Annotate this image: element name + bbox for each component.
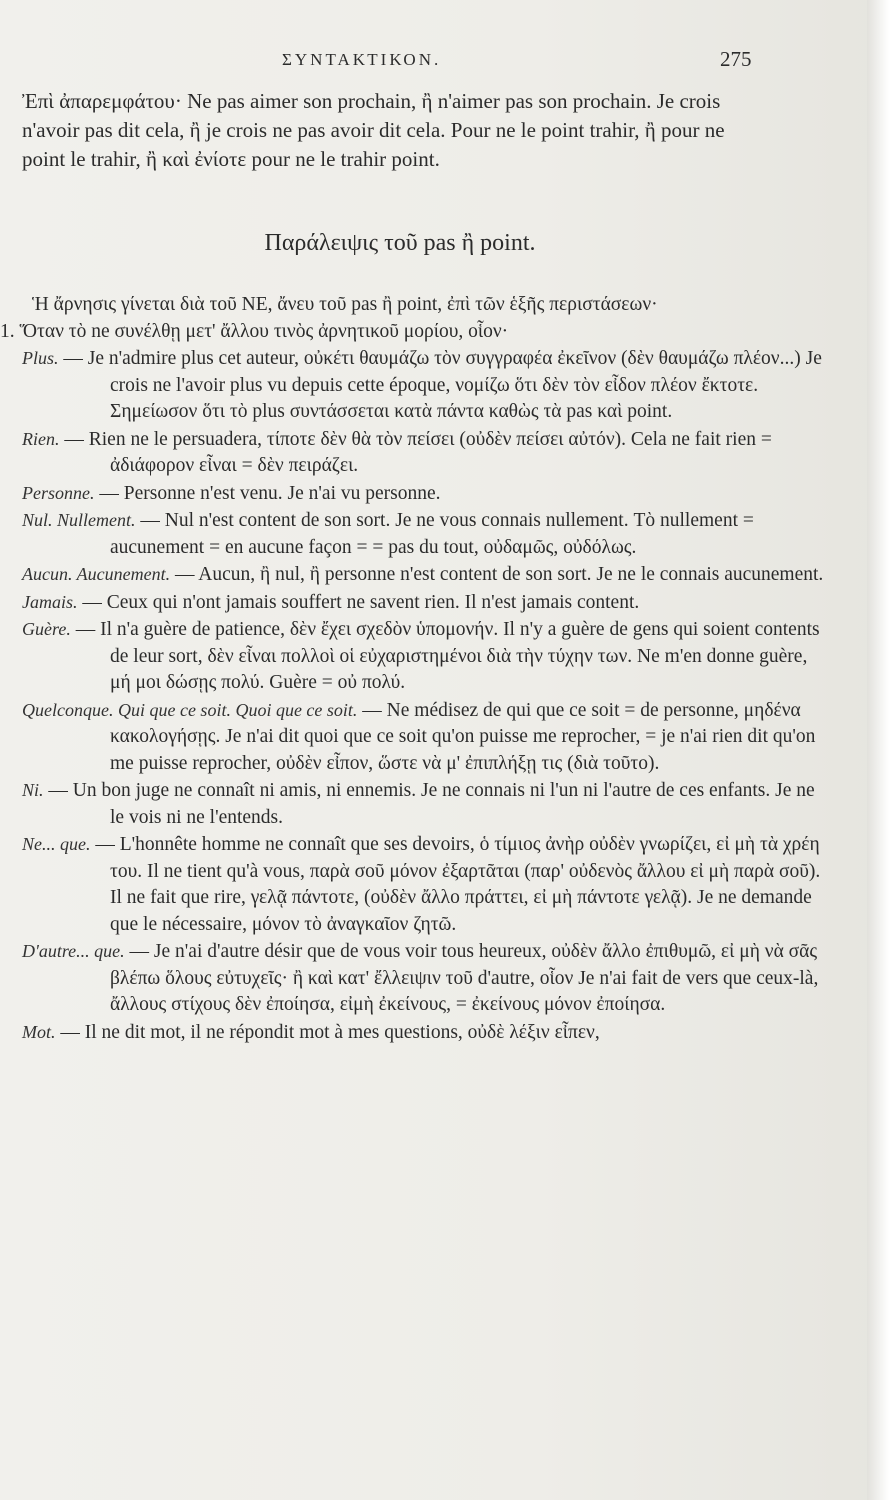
- page-edge: [867, 0, 889, 1500]
- running-title: ΣΥΝΤΑΚΤΙΚΟΝ.: [282, 50, 442, 69]
- entry-term: Jamais.: [22, 591, 78, 612]
- entry-text: — Je n'ai d'autre désir que de vous voir tous heureux, οὐδὲν ἄλλο ἐπιθυμῶ, εἰ μὴ νὰ σᾶς βλέπω ὅλους εὐτυχεῖς· ἢ καὶ κατ' ἔλλειψιν τοῦ d'autre, οἷον Je n'ai fait de vers que ceux-là, ἄλλους στίχους δὲν ἐποίησα, εἰμὴ ἐκείνους, = ἐκείνους μόνον ἐποίησα.: [110, 941, 819, 1015]
- entry-d-autre-que: [0, 938, 830, 1019]
- case-one: 1. Ὅταν τὸ ne συνέλθῃ μετ' ἄλλου τινὸς ἀρνητικοῦ μορίου, οἷον·: [0, 320, 509, 342]
- section-intro: Ἡ ἄρνησις γίνεται διὰ τοῦ NE, ἄνευ τοῦ pas ἢ point, ἐπὶ τῶν ἑξῆς περιστάσεων·: [32, 294, 658, 315]
- entry-term: Ne... que.: [22, 834, 91, 854]
- entry-rien: [0, 426, 830, 480]
- entry-term: Plus.: [22, 348, 59, 368]
- entry-text: — Ceux qui n'ont jamais souffert ne savent rien. Il n'est jamais content.: [82, 591, 640, 613]
- entry-term: Nul. Nullement.: [22, 510, 136, 530]
- entry-nul: [0, 507, 830, 561]
- entry-term: Ni.: [22, 780, 44, 800]
- entry-jamais: [0, 589, 830, 617]
- entry-term: D'autre... que.: [22, 941, 125, 961]
- entry-text: — Rien ne le persuadera, τίποτε δὲν θὰ τὸν πείσει (οὐδὲν πείσει αὐτόν). Cela ne fait rien = ἀδιάφορον εἶναι = δὲν πειράζει.: [64, 428, 772, 476]
- entry-text: — Je n'admire plus cet auteur, οὐκέτι θαυμάζω τὸν συγγραφέα ἐκεῖνον (δὲν θαυμάζω πλέον...) Je crois ne l'avoir plus vu depuis cette époque, νομίζω ὅτι δὲν τὸν εἶδον πλέον ἔκτοτε. Σημείωσον ὅτι τὸ plus συντάσσεται κατὰ πάντα καθὼς τὰ pas καὶ point.: [63, 348, 822, 422]
- entry-aucun: [0, 561, 830, 589]
- entry-text: — Aucun, ἢ nul, ἢ personne n'est content de son sort. Je ne le connais aucunement.: [175, 564, 824, 585]
- section-body: [0, 292, 830, 1046]
- entry-text: — Ne médisez de qui que ce soit = de personne, μηδένα κακολογήσῃς. Je n'ai dit quoi que ce soit qu'on puisse me reprocher, = je n'ai rien dit qu'on me puisse reprocher, οὐδὲν εἶπον, ὥστε νὰ μ' ἐπιπλήξῃ τις (διὰ τοῦτο).: [110, 699, 816, 774]
- entry-text: — Il n'a guère de patience, δὲν ἔχει σχεδὸν ὑπομονήν. Il n'y a guère de gens qui soient contents de leur sort, δὲν εἶναι πολλοὶ οἱ εὐχαριστημένοι διὰ τὴν τύχην των. Ne m'en donne guère, μή μοι δώσῃς πολύ. Guère = οὐ πολύ.: [75, 619, 820, 693]
- entry-ne-que: [0, 831, 830, 938]
- entry-term: Quelconque. Qui que ce soit. Quoi que ce soit.: [22, 699, 358, 720]
- running-head: [0, 47, 820, 80]
- entry-term: Rien.: [22, 428, 60, 449]
- section-heading: Παράλειψις τοῦ pas ἢ point.: [264, 230, 536, 256]
- entry-text: — L'honnête homme ne connaît que ses devoirs, ὁ τίμιος ἀνὴρ οὐδὲν γνωρίζει, εἰ μὴ τὰ χρέη του. Il ne tient qu'à vous, παρὰ σοῦ μόνον ἐξαρτᾶται (παρ' οὐδενὸς ἄλλου εἰ μὴ παρὰ σοῦ). Il ne fait que rire, γελᾷ πάντοτε, (οὐδὲν ἄλλο πράττει, εἰ μὴ πάντοτε γελᾷ). Je ne demande que le nécessaire, μόνον τὸ ἀναγκαῖον ζητῶ.: [95, 834, 821, 935]
- entry-text: — Nul n'est content de son sort. Je ne vous connais nullement. Τὸ nullement = aucunement = en aucune façon = = pas du tout, οὐδαμῶς, οὐδόλως.: [110, 510, 754, 558]
- entry-text: — Personne n'est venu. Je n'ai vu personne.: [99, 482, 441, 504]
- page-number: 275: [720, 47, 752, 71]
- entry-term: Aucun. Aucunement.: [22, 564, 171, 584]
- entry-mot: [0, 1019, 830, 1047]
- entry-term: Guère.: [22, 619, 71, 639]
- entry-guere: [0, 616, 830, 697]
- entry-quelconque: [0, 697, 830, 778]
- entry-ni: [0, 777, 830, 831]
- intro-paragraph: Ἐπὶ ἀπαρεμφάτου· Ne pas aimer son prochain, ἢ n'aimer pas son prochain. Je crois n'avoir pas dit cela, ἢ je crois ne pas avoir dit cela. Pour ne le point trahir, ἢ pour ne point le trahir, ἢ καὶ ἐνίοτε pour ne le trahir point.: [22, 89, 725, 171]
- entry-text: — Un bon juge ne connaît ni amis, ni ennemis. Je ne connais ni l'un ni l'autre de ces enfants. Je ne le vois ni ne l'entends.: [48, 780, 815, 828]
- entry-term: Mot.: [22, 1021, 56, 1042]
- entry-personne: [0, 480, 830, 508]
- entry-text: — Il ne dit mot, il ne répondit mot à mes questions, οὐδὲ λέξιν εἶπεν,: [60, 1021, 600, 1043]
- entry-plus: [0, 345, 830, 426]
- entry-term: Personne.: [22, 482, 95, 503]
